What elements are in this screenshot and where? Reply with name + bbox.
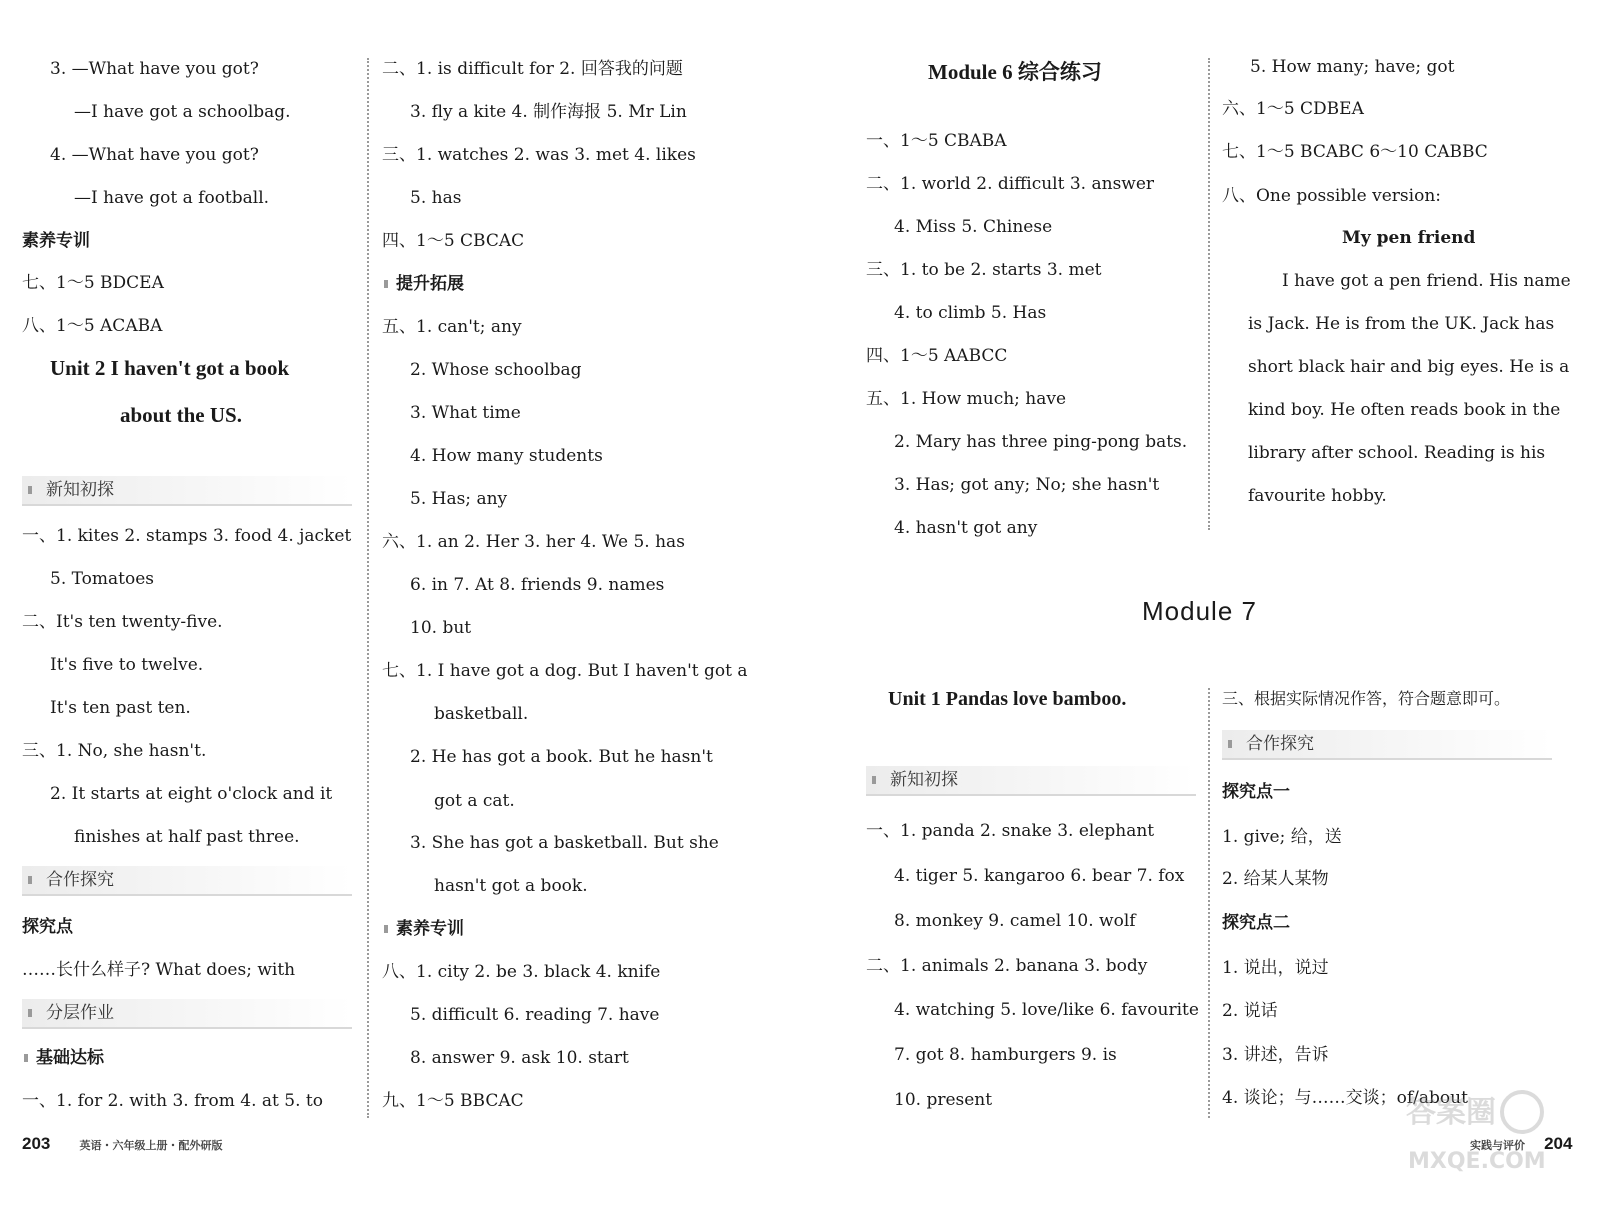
page-number: 204 — [1544, 1134, 1573, 1153]
section-tag: 新知初探 — [866, 766, 1196, 796]
answer-line: 2. It starts at eight o'clock and it — [50, 784, 333, 804]
answer-line: 3. Has; got any; No; she hasn't — [894, 475, 1160, 495]
answer-line: 3. —What have you got? — [50, 59, 259, 79]
answer-line: 九、1～5 BBCAC — [382, 1091, 524, 1111]
answer-line: 10. but — [410, 618, 472, 638]
answer-line: It's five to twelve. — [50, 655, 204, 675]
answer-line: finishes at half past three. — [74, 827, 300, 847]
answer-line: 4. to climb 5. Has — [894, 303, 1047, 323]
answer-line: 四、1～5 CBCAC — [382, 231, 525, 251]
answer-line: 一、1. for 2. with 3. from 4. at 5. to — [22, 1091, 323, 1111]
section-header: 探究点 — [22, 917, 73, 937]
left-page-column-1 — [22, 0, 362, 1140]
watermark-circle — [1502, 1092, 1542, 1132]
answer-line: 三、1. to be 2. starts 3. met — [866, 260, 1102, 280]
watermark-text: 答案圈 — [1406, 1095, 1496, 1130]
section-header: 探究点二 — [1222, 913, 1290, 933]
essay-title: My pen friend — [1342, 228, 1476, 248]
answer-line: 3. What time — [410, 403, 521, 423]
section-tag: 合作探究 — [1222, 730, 1552, 760]
essay-line: is Jack. He is from the UK. Jack has — [1248, 314, 1555, 334]
essay-line: short black hair and big eyes. He is a — [1248, 357, 1570, 377]
answer-line: 4. hasn't got any — [894, 518, 1038, 538]
answer-line: 8. monkey 9. camel 10. wolf — [894, 911, 1136, 931]
answer-line: 三、1. No, she hasn't. — [22, 741, 207, 761]
sub-section-header: 素养专训 — [382, 916, 464, 942]
left-footer — [22, 1134, 222, 1154]
right-page-column-1 — [866, 0, 1226, 1140]
section-tag: 合作探究 — [22, 866, 352, 896]
answer-line: 六、1. an 2. Her 3. her 4. We 5. has — [382, 532, 685, 552]
left-page-column-2 — [382, 0, 748, 1140]
watermark-logo — [1400, 1082, 1550, 1182]
right-page-column-2 — [1222, 0, 1571, 1140]
answer-line: 3. She has got a basketball. But she — [410, 833, 719, 853]
unit-title-continued: about the US. — [120, 403, 242, 427]
answer-line: ……长什么样子? What does; with — [22, 960, 296, 980]
answer-line: 10. present — [894, 1090, 993, 1110]
answer-line: 5. Has; any — [410, 489, 508, 509]
answer-line: 5. Tomatoes — [50, 569, 154, 589]
section-tag: 新知初探 — [22, 476, 352, 506]
answer-line: 2. 给某人某物 — [1222, 869, 1329, 889]
answer-line: 八、1. city 2. be 3. black 4. knife — [382, 962, 661, 982]
answer-line: 6. in 7. At 8. friends 9. names — [410, 575, 665, 595]
answer-line: 三、根据实际情况作答，符合题意即可。 — [1222, 689, 1511, 708]
answer-line: hasn't got a book. — [434, 876, 588, 896]
answer-line: 4. Miss 5. Chinese — [894, 217, 1053, 237]
essay-line: kind boy. He often reads book in the — [1248, 400, 1561, 420]
answer-line: 5. difficult 6. reading 7. have — [410, 1005, 660, 1025]
answer-line: 3. fly a kite 4. 制作海报 5. Mr Lin — [410, 102, 687, 122]
answer-line: 七、1～5 BCABC 6～10 CABBC — [1222, 142, 1488, 162]
answer-line: basketball. — [434, 704, 529, 724]
sub-section-header: 提升拓展 — [382, 271, 464, 297]
answer-line: 7. got 8. hamburgers 9. is — [894, 1045, 1117, 1065]
answer-line: —I have got a schoolbag. — [74, 102, 291, 122]
answer-line: 8. answer 9. ask 10. start — [410, 1048, 629, 1068]
answer-line: 一、1. kites 2. stamps 3. food 4. jacket — [22, 526, 352, 546]
answer-line: 二、1. animals 2. banana 3. body — [866, 956, 1148, 976]
book-series: 实践与评价 — [1470, 1139, 1525, 1152]
answer-line: 1. give; 给，送 — [1222, 827, 1342, 847]
answer-line: 二、1. world 2. difficult 3. answer — [866, 174, 1155, 194]
answer-line: —I have got a football. — [74, 188, 270, 208]
book-title: 英语・六年级上册・配外研版 — [79, 1139, 223, 1152]
answer-line: 八、1～5 ACABA — [22, 316, 163, 336]
answer-line: 四、1～5 AABCC — [866, 346, 1008, 366]
answer-line: 4. —What have you got? — [50, 145, 259, 165]
answer-line: 五、1. How much; have — [866, 389, 1067, 409]
answer-line: 4. 谈论；与……交谈；of/about — [1222, 1088, 1468, 1108]
section-header: 探究点一 — [1222, 782, 1290, 802]
answer-line: 2. Mary has three ping-pong bats. — [894, 432, 1188, 452]
answer-line: 4. tiger 5. kangaroo 6. bear 7. fox — [894, 866, 1185, 886]
answer-line: 1. 说出，说过 — [1222, 958, 1329, 978]
answer-line: 2. 说话 — [1222, 1001, 1278, 1021]
watermark-url: MXQE.COM — [1408, 1149, 1546, 1174]
column-divider — [1208, 688, 1210, 1118]
module-7-title: Module 7 — [1142, 596, 1257, 626]
answer-line: 七、1～5 BDCEA — [22, 273, 164, 293]
answer-line: 3. 讲述，告诉 — [1222, 1045, 1329, 1065]
column-divider — [367, 58, 369, 1118]
page-number: 203 — [22, 1134, 51, 1153]
answer-line: 三、1. watches 2. was 3. met 4. likes — [382, 145, 696, 165]
answer-line: 5. has — [410, 188, 462, 208]
answer-line: It's ten past ten. — [50, 698, 191, 718]
answer-line: got a cat. — [434, 791, 515, 811]
answer-line: 4. watching 5. love/like 6. favourite — [894, 1000, 1199, 1020]
answer-line: 七、1. I have got a dog. But I haven't got a — [382, 661, 748, 681]
sub-section-header: 基础达标 — [22, 1045, 104, 1071]
answer-line: 八、One possible version: — [1222, 186, 1441, 206]
unit-title: Unit 1 Pandas love bamboo. — [888, 688, 1127, 710]
answer-line: 一、1. panda 2. snake 3. elephant — [866, 821, 1155, 841]
section-header: 素养专训 — [22, 231, 90, 251]
essay-line: favourite hobby. — [1248, 486, 1387, 506]
answer-line: 六、1～5 CDBEA — [1222, 99, 1364, 119]
section-tag: 分层作业 — [22, 999, 352, 1029]
answer-line: 一、1～5 CBABA — [866, 131, 1007, 151]
answer-line: 二、It's ten twenty-five. — [22, 612, 223, 632]
essay-line: I have got a pen friend. His name — [1282, 271, 1571, 291]
answer-line: 二、1. is difficult for 2. 回答我的问题 — [382, 59, 683, 79]
essay-line: library after school. Reading is his — [1248, 443, 1546, 463]
answer-line: 5. How many; have; got — [1250, 57, 1455, 77]
column-divider — [1208, 58, 1210, 530]
answer-line: 4. How many students — [410, 446, 603, 466]
answer-line: 五、1. can't; any — [382, 317, 522, 337]
module-title: Module 6 综合练习 — [928, 60, 1102, 84]
answer-line: 2. He has got a book. But he hasn't — [410, 747, 713, 767]
answer-line: 2. Whose schoolbag — [410, 360, 582, 380]
unit-title: Unit 2 I haven't got a book — [50, 356, 290, 380]
